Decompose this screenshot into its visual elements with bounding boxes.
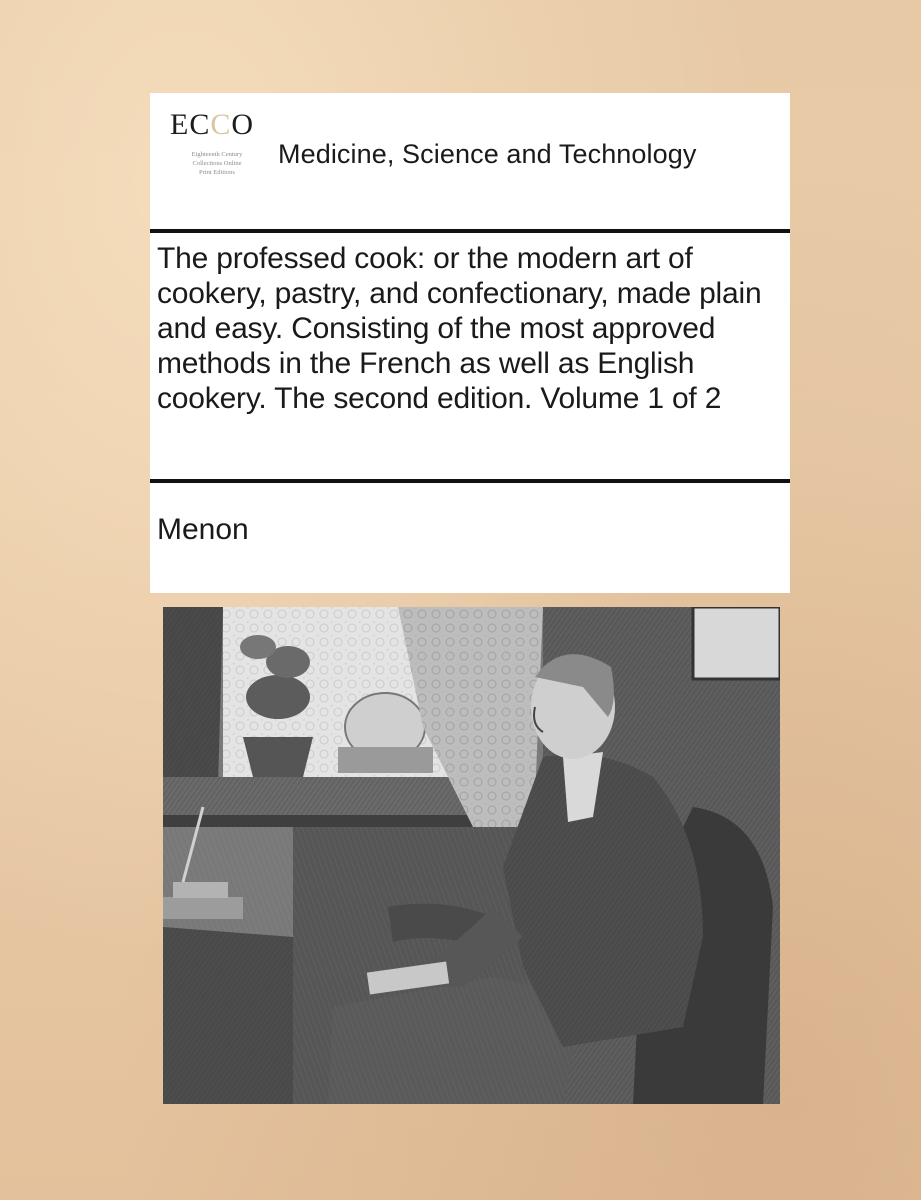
book-title: The professed cook: or the modern art of cookery, pastry, and confectionary, made plain and easy. Consisting of the most approved methods in the French as well as English cookery. The second edition. Volume 1 of 2 bbox=[157, 242, 762, 415]
series-header bbox=[150, 93, 790, 228]
ecco-fine-line: Collections Online bbox=[192, 160, 242, 167]
cover-label-panel bbox=[150, 93, 790, 593]
ecco-fine-line: Print Editions bbox=[199, 169, 235, 176]
divider-bottom bbox=[150, 479, 790, 483]
author-name: Menon bbox=[157, 513, 249, 546]
ecco-fine-print bbox=[172, 150, 262, 177]
ecco-letter-e: E bbox=[170, 108, 190, 141]
ecco-wordmark bbox=[170, 108, 254, 142]
ecco-logo bbox=[170, 108, 262, 210]
ecco-letter-c2: C bbox=[210, 108, 232, 141]
series-title: Medicine, Science and Technology bbox=[278, 139, 697, 169]
divider-top bbox=[150, 229, 790, 233]
ecco-fine-line: Eighteenth Century bbox=[191, 151, 243, 158]
ecco-letter-o: O bbox=[231, 108, 255, 141]
cover-engraving bbox=[163, 607, 780, 1104]
engraving-illustration bbox=[163, 607, 780, 1104]
wall-picture-frame bbox=[693, 607, 780, 679]
ecco-letter-c1: C bbox=[189, 108, 211, 141]
